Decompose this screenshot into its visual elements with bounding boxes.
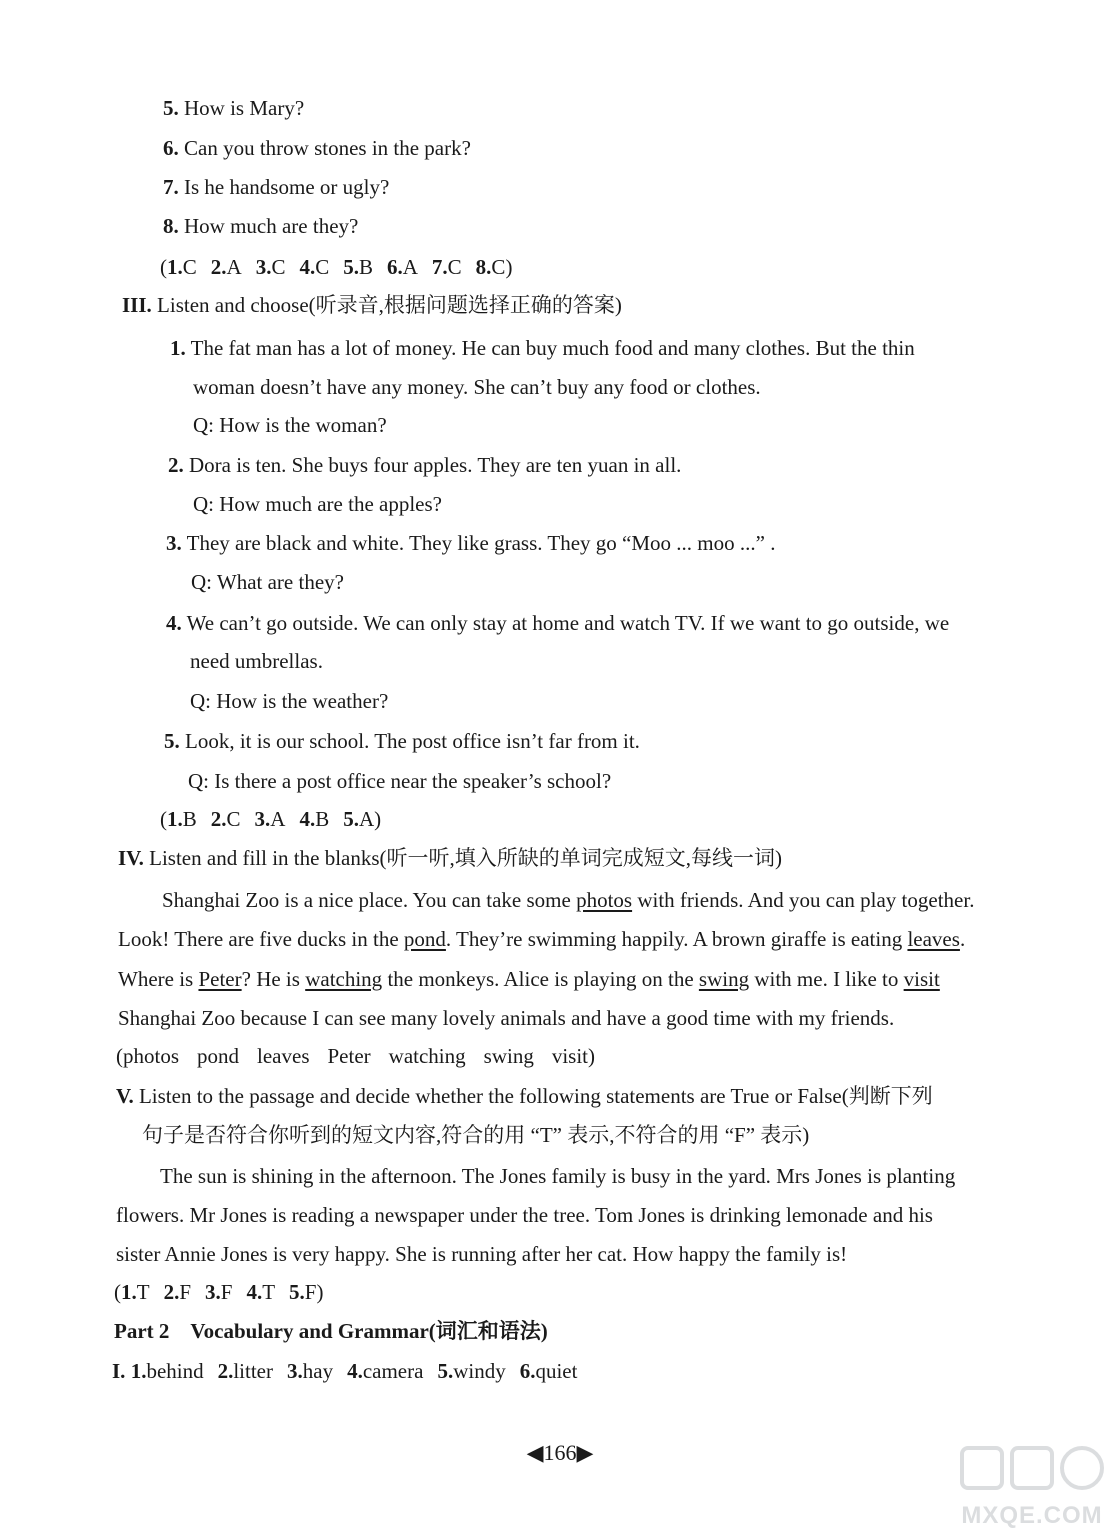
s3-item-5-question: Q: Is there a post office near the speaker’s school? bbox=[188, 769, 612, 793]
s4-passage-line-1: Shanghai Zoo is a nice place. You can take some photos with friends. And you can play together. bbox=[162, 888, 975, 912]
section-5-heading-line-2: 句子是否符合你听到的短文内容,符合的用 “T” 表示,不符合的用 “F” 表示) bbox=[142, 1123, 810, 1147]
blank-6: swing bbox=[698, 967, 750, 991]
blank-5: watching bbox=[305, 967, 383, 991]
s5-passage-line-1: The sun is shining in the afternoon. The Jones family is busy in the yard. Mrs Jones is planting bbox=[160, 1164, 956, 1188]
vocab-answers: I. 1.behind 2.litter 3.hay 4.camera 5.windy 6.quiet bbox=[112, 1359, 578, 1383]
s3-item-2: 2. Dora is ten. She buys four apples. They are ten yuan in all. bbox=[168, 453, 682, 477]
watermark-icon bbox=[952, 1440, 1112, 1500]
s3-item-3: 3. They are black and white. They like grass. They go “Moo ... moo ...” . bbox=[166, 531, 776, 555]
page-number: ◀166▶ bbox=[526, 1440, 594, 1465]
s3-item-3-question: Q: What are they? bbox=[191, 570, 344, 594]
s5-passage-line-2: flowers. Mr Jones is reading a newspaper under the tree. Tom Jones is drinking lemonade and his bbox=[116, 1203, 933, 1227]
blank-7: visit bbox=[903, 967, 940, 991]
question-6: 6. Can you throw stones in the park? bbox=[163, 136, 471, 160]
blank-4: Peter bbox=[198, 967, 242, 991]
watermark-text: MXQE.COM bbox=[961, 1502, 1103, 1529]
answer-key-section-5: (1.T 2.F 3.F 4.T 5.F) bbox=[114, 1280, 324, 1304]
question-7: 7. Is he handsome or ugly? bbox=[163, 175, 390, 199]
section-3-heading: III. Listen and choose(听录音,根据问题选择正确的答案) bbox=[122, 293, 622, 317]
s3-item-4-line-1: 4. We can’t go outside. We can only stay at home and watch TV. If we want to go outside, we bbox=[166, 611, 950, 635]
s5-passage-line-3: sister Annie Jones is very happy. She is running after her cat. How happy the family is! bbox=[116, 1242, 848, 1266]
question-5: 5. How is Mary? bbox=[163, 96, 305, 120]
blank-2: pond bbox=[403, 927, 446, 951]
answer-key-section-3: (1.B 2.C 3.A 4.B 5.A) bbox=[160, 807, 382, 831]
page-right-arrow-icon: ▶ bbox=[576, 1440, 594, 1465]
s3-item-1-line-2: woman doesn’t have any money. She can’t buy any food or clothes. bbox=[193, 375, 761, 399]
section-5-heading-line-1: V. Listen to the passage and decide whether the following statements are True or False(判断下列 bbox=[116, 1084, 933, 1108]
s3-item-4-question: Q: How is the weather? bbox=[190, 689, 389, 713]
s3-item-1-question: Q: How is the woman? bbox=[193, 413, 387, 437]
s3-item-2-question: Q: How much are the apples? bbox=[193, 492, 442, 516]
page-left-arrow-icon: ◀ bbox=[526, 1440, 544, 1465]
section-4-heading: IV. Listen and fill in the blanks(听一听,填入所缺的单词完成短文,每线一词) bbox=[118, 846, 782, 870]
question-8: 8. How much are they? bbox=[163, 214, 359, 238]
blank-3: leaves bbox=[907, 927, 960, 951]
answer-key-top: (1.C 2.A 3.C 4.C 5.B 6.A 7.C 8.C) bbox=[160, 255, 513, 279]
s4-passage-line-3: Where is Peter? He is watching the monkeys. Alice is playing on the swing with me. I like to visit bbox=[118, 967, 940, 991]
s4-answer-words: (photos pond leaves Peter watching swing visit) bbox=[116, 1044, 596, 1068]
s4-passage-line-2: Look! There are five ducks in the pond. They’re swimming happily. A brown giraffe is eating leaves. bbox=[118, 927, 966, 951]
s3-item-5: 5. Look, it is our school. The post office isn’t far from it. bbox=[164, 729, 640, 753]
watermark-logo bbox=[952, 1440, 1112, 1530]
blank-1: photos bbox=[576, 888, 633, 912]
s3-item-4-line-2: need umbrellas. bbox=[190, 649, 323, 673]
s3-item-1-line-1: 1. The fat man has a lot of money. He can buy much food and many clothes. But the thin bbox=[170, 336, 915, 360]
s4-passage-line-4: Shanghai Zoo because I can see many lovely animals and have a good time with my friends. bbox=[118, 1006, 895, 1030]
part-2-heading: Part 2 Vocabulary and Grammar(词汇和语法) bbox=[114, 1319, 548, 1343]
